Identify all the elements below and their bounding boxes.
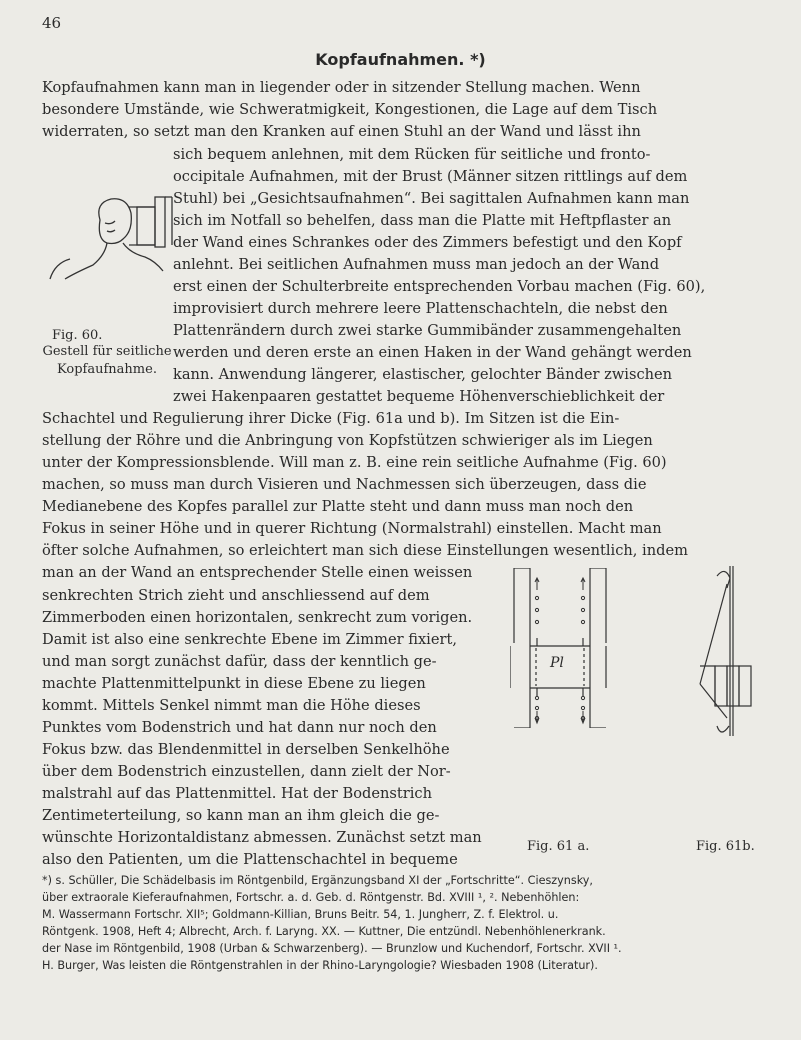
footnote-line-3: Röntgenk. 1908, Heft 4; Albrecht, Arch. f. Laryng. XX. — Kuttner, Die entzündl. Nebenhöhlenerkrank.: [42, 925, 606, 938]
footnote-line-5: H. Burger, Was leisten die Röntgenstrahlen in der Rhino-Laryngologie? Wiesbaden 1908 (Literatur).: [42, 959, 598, 972]
body-line-5: Stuhl) bei „Gesichtsaufnahmen“. Bei sagittalen Aufnahmen kann man: [173, 190, 690, 207]
body-line-28: kommt. Mittels Senkel nimmt man die Höhe dieses: [42, 697, 421, 714]
body-line-8: anlehnt. Bei seitlichen Aufnahmen muss man jedoch an der Wand: [173, 256, 660, 273]
body-line-16: stellung der Röhre und die Anbringung von Kopfstützen schwieriger als im Liegen: [42, 432, 653, 449]
body-line-19: Medianebene des Kopfes parallel zur Platte steht und dann muss man noch den: [42, 498, 634, 515]
fig60-illustration: [45, 185, 175, 280]
body-line-11: Plattenrändern durch zwei starke Gummibänder zusammengehalten: [173, 322, 682, 339]
body-line-26: und man sorgt zunächst dafür, dass der kenntlich ge-: [42, 653, 437, 670]
body-line-3: sich bequem anlehnen, mit dem Rücken für seitliche und fronto-: [173, 146, 651, 163]
body-line-33: Zentimeterteilung, so kann man an ihm gleich die ge-: [42, 807, 440, 824]
body-line-32: malstrahl auf das Plattenmittel. Hat der Bodenstrich: [42, 785, 433, 802]
body-line-27: machte Plattenmittelpunkt in diese Ebene zu liegen: [42, 675, 426, 692]
body-line-30: Fokus bzw. das Blendenmittel in derselben Senkelhöhe: [42, 741, 450, 758]
fig61a-plate-label: Pl: [550, 655, 564, 671]
fig60-caption-line1: Gestell für seitliche: [42, 344, 172, 359]
body-line-9: erst einen der Schulterbreite entsprechenden Vorbau machen (Fig. 60),: [173, 278, 706, 295]
fig61a-label: Fig. 61 a.: [527, 839, 590, 854]
body-line-21: öfter solche Aufnahmen, so erleichtert man sich diese Einstellungen wesentlich, indem: [42, 542, 688, 559]
body-line-25: Damit ist also eine senkrechte Ebene im Zimmer fixiert,: [42, 631, 457, 648]
fig61b-label: Fig. 61b.: [696, 839, 755, 854]
body-line-15: Schachtel und Regulierung ihrer Dicke (Fig. 61a und b). Im Sitzen ist die Ein-: [42, 410, 620, 427]
footnote-line-0: *) s. Schüller, Die Schädelbasis im Röntgenbild, Ergänzungsband XI der „Fortschritte“. Cieszynsky,: [42, 874, 593, 887]
footnote-line-4: der Nase im Röntgenbild, 1908 (Urban & Schwarzenberg). — Brunzlow und Kuchendorf, Fortschr. XVII ¹.: [42, 942, 622, 955]
body-line-2: widerraten, so setzt man den Kranken auf einen Stuhl an der Wand und lässt ihn: [42, 123, 641, 140]
fig61b-illustration: [655, 566, 755, 736]
body-line-34: wünschte Horizontaldistanz abmessen. Zunächst setzt man: [42, 829, 482, 846]
body-line-1: besondere Umstände, wie Schweratmigkeit, Kongestionen, die Lage auf dem Tisch: [42, 101, 658, 118]
fig60-label: Fig. 60.: [52, 328, 103, 343]
body-line-18: machen, so muss man durch Visieren und Nachmessen sich überzeugen, dass die: [42, 476, 647, 493]
body-line-6: sich im Notfall so behelfen, dass man die Platte mit Heftpflaster an: [173, 212, 672, 229]
footnote: [42, 872, 759, 974]
body-line-35: also den Patienten, um die Plattenschachtel in bequeme: [42, 851, 458, 868]
body-line-31: über dem Bodenstrich einzustellen, dann zielt der Nor-: [42, 763, 451, 780]
body-line-20: Fokus in seiner Höhe und in querer Richtung (Normalstrahl) einstellen. Macht man: [42, 520, 662, 537]
body-line-14: zwei Hakenpaaren gestattet bequeme Höhenverschieblichkeit der: [173, 388, 665, 405]
body-line-13: kann. Anwendung längerer, elastischer, gelochter Bänder zwischen: [173, 366, 673, 383]
body-line-24: Zimmerboden einen horizontalen, senkrecht zum vorigen.: [42, 609, 473, 626]
body-line-29: Punktes vom Bodenstrich und hat dann nur noch den: [42, 719, 437, 736]
body-line-23: senkrechten Strich zieht und anschliessend auf dem: [42, 587, 430, 604]
footnote-line-2: M. Wassermann Fortschr. XII⁵; Goldmann-Killian, Bruns Beitr. 54, 1. Jungherr, Z. f. Elektrol. u.: [42, 908, 559, 921]
page-number: 46: [42, 14, 62, 32]
fig61a-illustration: [510, 568, 610, 728]
fig60-caption-line2: Kopfaufnahme.: [57, 362, 157, 377]
body-line-0: Kopfaufnahmen kann man in liegender oder in sitzender Stellung machen. Wenn: [42, 79, 641, 96]
body-line-4: occipitale Aufnahmen, mit der Brust (Männer sitzen rittlings auf dem: [173, 168, 688, 185]
body-line-17: unter der Kompressionsblende. Will man z. B. eine rein seitliche Aufnahme (Fig. 60): [42, 454, 667, 471]
page-title: Kopfaufnahmen. *): [315, 50, 486, 69]
body-line-12: werden und deren erste an einen Haken in der Wand gehängt werden: [173, 344, 692, 361]
body-line-7: der Wand eines Schrankes oder des Zimmers befestigt und den Kopf: [173, 234, 682, 251]
body-line-10: improvisiert durch mehrere leere Plattenschachteln, die nebst den: [173, 300, 668, 317]
body-line-22: man an der Wand an entsprechender Stelle einen weissen: [42, 564, 473, 581]
footnote-line-1: über extraorale Kieferaufnahmen, Fortschr. a. d. Geb. d. Röntgenstr. Bd. XVIII ¹, ². Nebenhöhlen:: [42, 891, 580, 904]
